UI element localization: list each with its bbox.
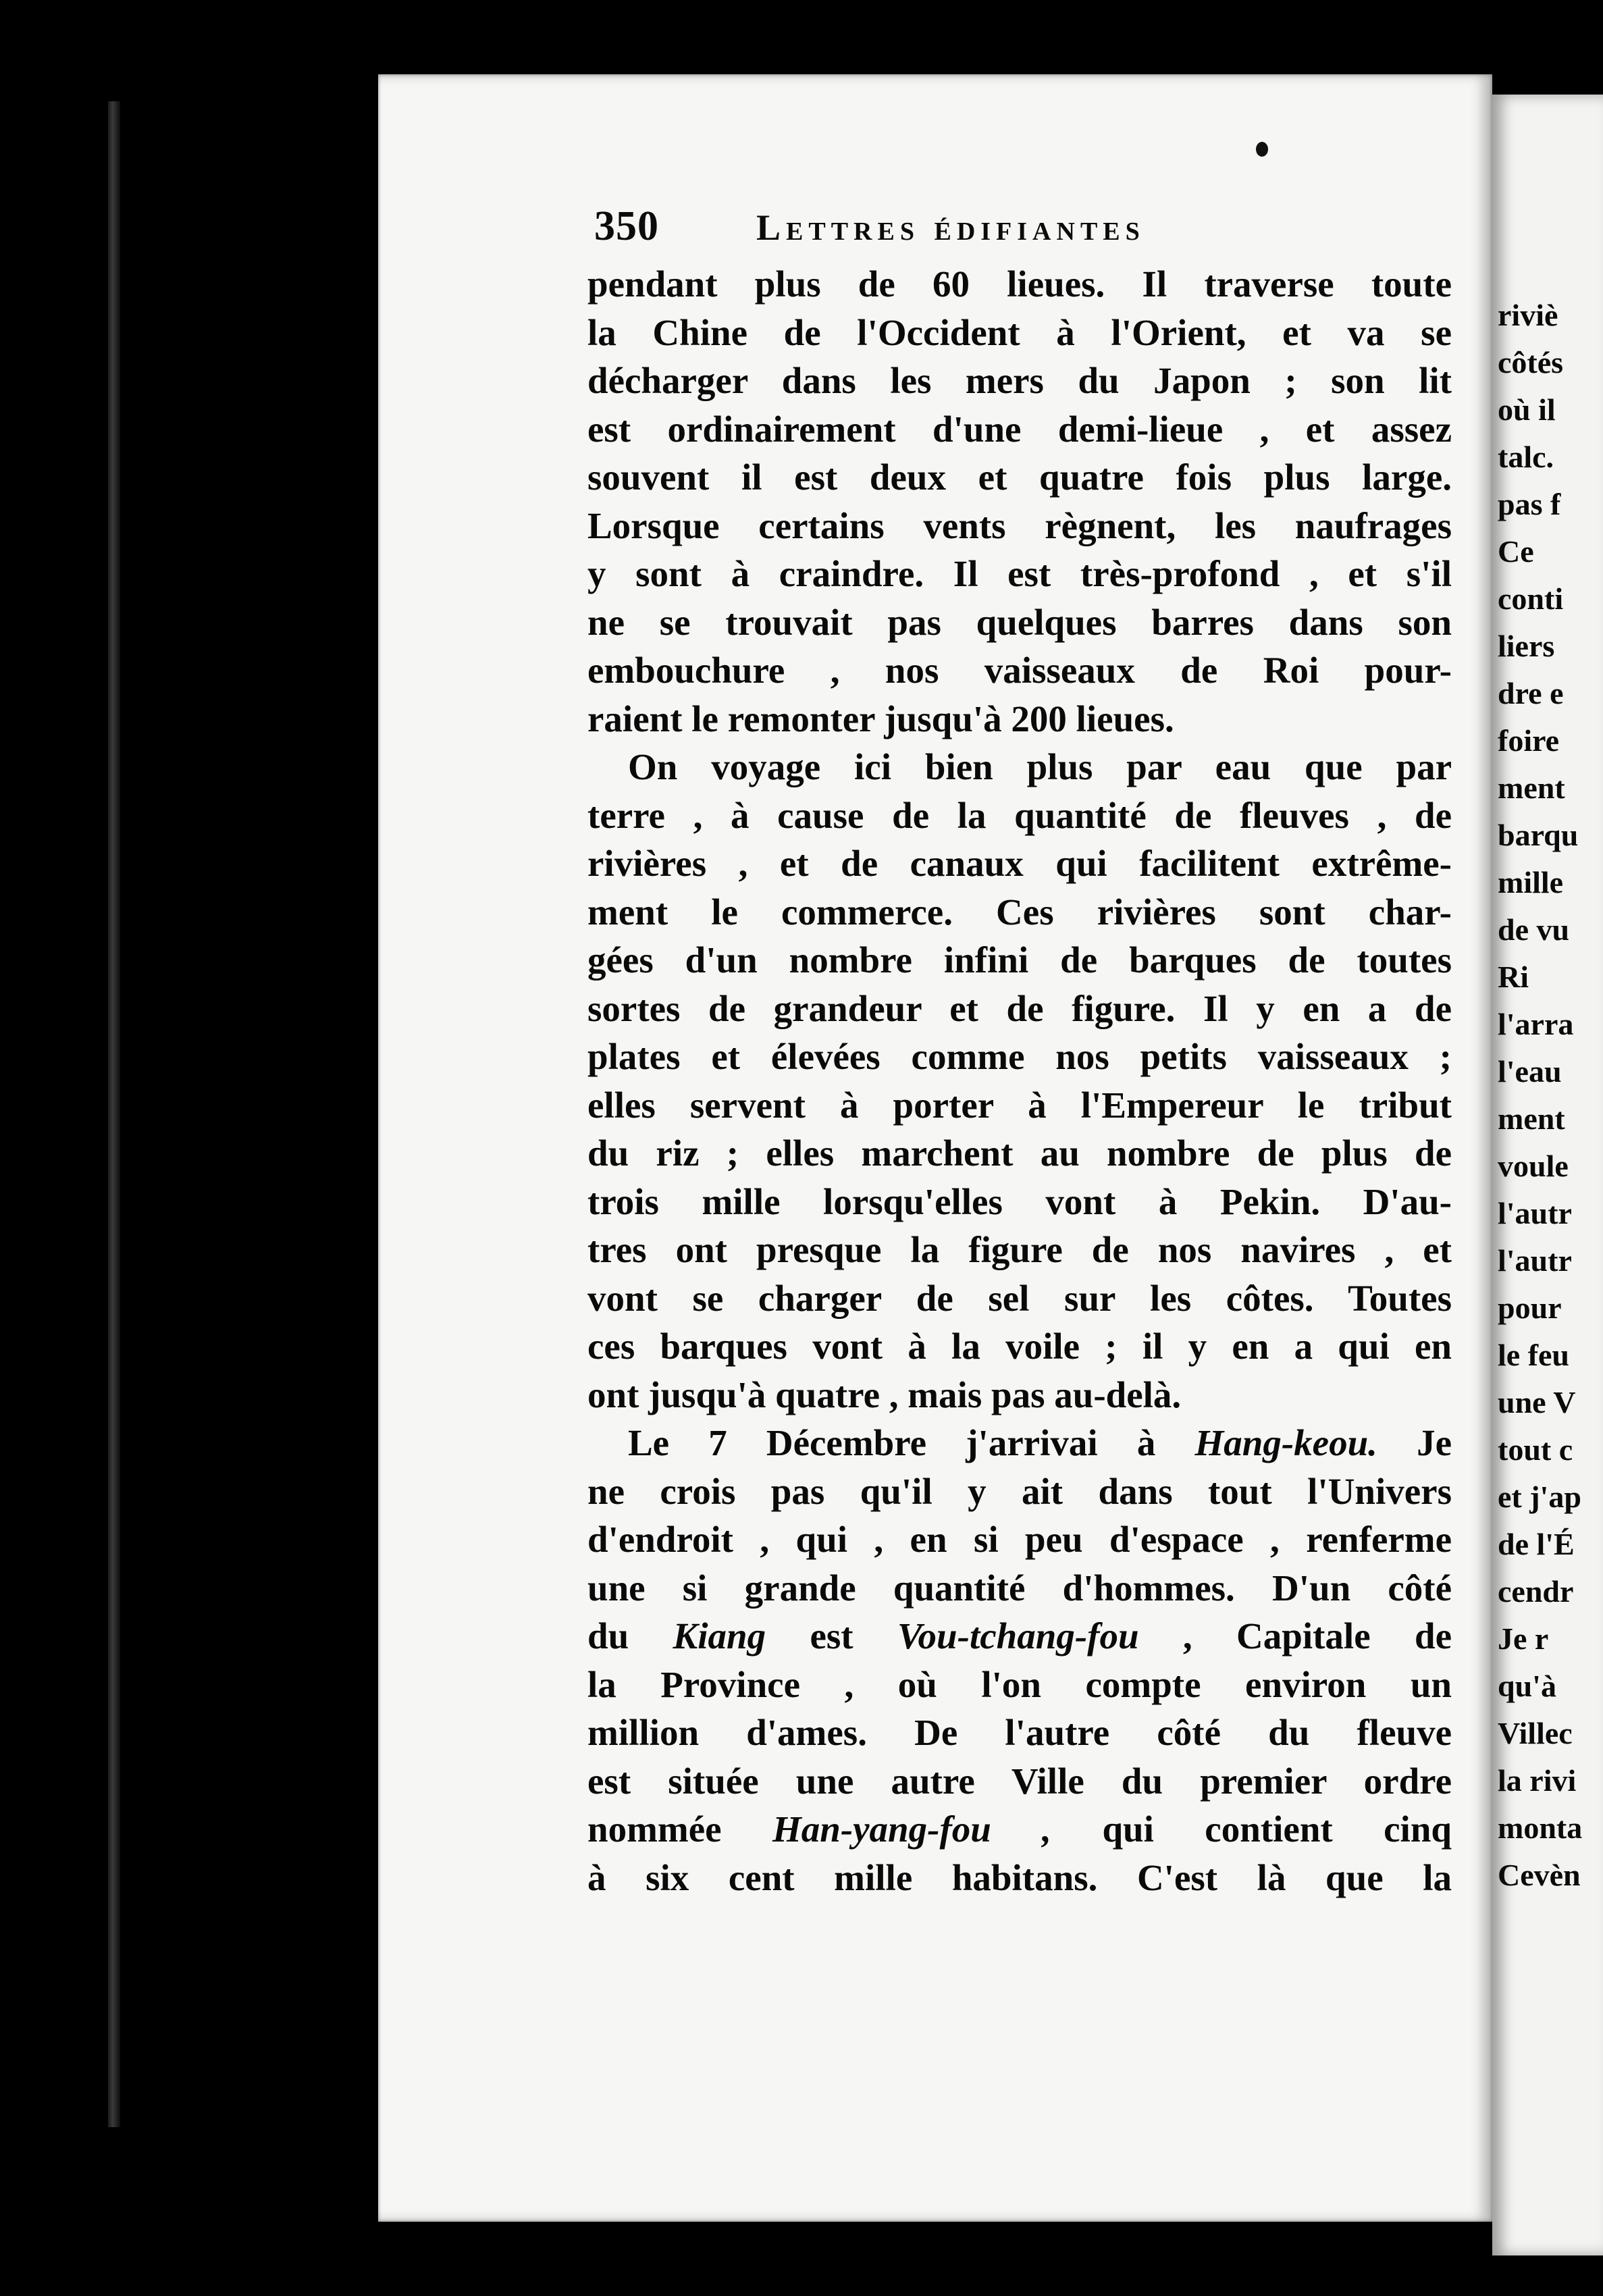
right-page-line: dre e: [1498, 676, 1564, 710]
right-page-line: côtés: [1498, 345, 1564, 380]
text-fragment: nommée: [587, 1808, 772, 1850]
text-line: ment le commerce. Ces rivières sont char-: [587, 891, 1452, 933]
right-page-line: pas f: [1498, 487, 1561, 521]
text-line: ont jusqu'à quatre , mais pas au-delà.: [587, 1374, 1182, 1415]
place-name: Kiang: [673, 1615, 766, 1656]
right-page-line: liers: [1498, 629, 1555, 663]
right-page-line: Ri: [1498, 960, 1529, 994]
text-line: ces barques vont à la voile ; il y en a qui en: [587, 1326, 1452, 1367]
text-line: ne se trouvait pas quelques barres dans son: [587, 601, 1452, 643]
text-line: terre , à cause de la quantité de fleuves , de: [587, 794, 1452, 836]
text-fragment: Je: [1377, 1422, 1452, 1463]
text-fragment: qui contient cinq: [1051, 1808, 1452, 1850]
text-line-mixed: [587, 1419, 1452, 1467]
text-line: ne crois pas qu'il y ait dans tout l'Univers: [587, 1470, 1452, 1512]
right-page-line: l'eau: [1498, 1054, 1562, 1089]
text-line: une si grande quantité d'hommes. D'un côté: [587, 1567, 1452, 1609]
right-page-line: cendr: [1498, 1574, 1574, 1609]
text-line: la Chine de l'Occident à l'Orient, et va se: [587, 311, 1452, 353]
text-line: décharger dans les mers du Japon ; son lit: [587, 360, 1452, 401]
book-spine-edge: [108, 101, 120, 2127]
text-fragment: Le 7 Décembre j'arrivai à: [628, 1422, 1195, 1463]
right-page-line: le feu: [1498, 1338, 1570, 1372]
running-title: Lettres édifiantes: [756, 207, 1145, 248]
right-page-line: voule: [1498, 1149, 1569, 1183]
right-page-line: l'autr: [1498, 1243, 1572, 1278]
right-page-line: l'autr: [1498, 1196, 1572, 1230]
right-page-line: Cevèn: [1498, 1858, 1581, 1892]
text-line: gées d'un nombre infini de barques de toutes: [587, 939, 1452, 981]
text-line: pendant plus de 60 lieues. Il traverse toute: [587, 263, 1452, 305]
text-fragment: est: [766, 1615, 897, 1656]
right-page-line: de vu: [1498, 912, 1570, 947]
right-page-line: la rivi: [1498, 1763, 1577, 1798]
text-fragment: du: [587, 1615, 673, 1656]
text-line: d'endroit , qui , en si peu d'espace , renferme: [587, 1519, 1452, 1560]
text-line: million d'ames. De l'autre côté du fleuve: [587, 1712, 1452, 1753]
text-line: elles servent à porter à l'Empereur le tribut: [587, 1084, 1452, 1126]
right-page-line: ment: [1498, 1101, 1565, 1136]
right-page-line: Ce: [1498, 534, 1534, 569]
text-line: est ordinairement d'une demi-lieue , et assez: [587, 408, 1452, 450]
right-page-line: monta: [1498, 1810, 1583, 1845]
page-header: [594, 203, 1533, 263]
right-page-line: foire: [1498, 723, 1560, 758]
right-page-line: conti: [1498, 581, 1564, 616]
text-line: On voyage ici bien plus par eau que par: [628, 746, 1452, 787]
right-page-line: pour: [1498, 1290, 1562, 1325]
text-line: plates et élevées comme nos petits vaisseaux ;: [587, 1036, 1452, 1077]
right-page-line: ment: [1498, 771, 1565, 805]
text-line-mixed: [587, 1805, 1452, 1854]
right-page-line: et j'ap: [1498, 1480, 1581, 1514]
text-line: sortes de grandeur et de figure. Il y en a de: [587, 987, 1452, 1029]
right-page-line: talc.: [1498, 440, 1554, 474]
text-line: à six cent mille habitans. C'est là que la: [587, 1856, 1452, 1898]
right-page-line: barqu: [1498, 818, 1579, 852]
text-line-mixed: [587, 1612, 1452, 1661]
right-page-line: mille: [1498, 865, 1564, 899]
text-line: trois mille lorsqu'elles vont à Pekin. D'au-: [587, 1180, 1452, 1222]
page-number: 350: [594, 203, 659, 249]
right-page-line: riviè: [1498, 298, 1558, 332]
place-name: Han-yang-fou ,: [772, 1808, 1052, 1850]
text-line: est située une autre Ville du premier ordre: [587, 1760, 1452, 1802]
place-name: Hang-keou.: [1194, 1422, 1377, 1463]
text-line: y sont à craindre. Il est très-profond , et s'il: [587, 553, 1452, 594]
text-line: la Province , où l'on compte environ un: [587, 1663, 1452, 1705]
body-text: [587, 260, 1452, 1902]
text-line: embouchure , nos vaisseaux de Roi pour-: [587, 650, 1452, 691]
text-line: Lorsque certains vents règnent, les naufrages: [587, 504, 1452, 546]
text-line: raient le remonter jusqu'à 200 lieues.: [587, 698, 1174, 739]
text-line: vont se charger de sel sur les côtes. Toutes: [587, 1277, 1452, 1319]
right-page-line: où il: [1498, 392, 1556, 427]
text-line: tres ont presque la figure de nos navires , et: [587, 1229, 1452, 1270]
left-page: [378, 74, 1492, 2222]
right-page-line: qu'à: [1498, 1669, 1556, 1703]
right-page-line: tout c: [1498, 1432, 1573, 1467]
right-page-line: l'arra: [1498, 1007, 1574, 1041]
ink-speck: [1256, 142, 1268, 157]
text-line: rivières , et de canaux qui facilitent extrême-: [587, 843, 1452, 884]
text-line: souvent il est deux et quatre fois plus large.: [587, 456, 1452, 498]
right-page-line: une V: [1498, 1385, 1576, 1419]
right-page-line: de l'É: [1498, 1527, 1575, 1561]
right-page-line: Villec: [1498, 1716, 1573, 1750]
right-page-line: Je r: [1498, 1621, 1549, 1656]
text-line: du riz ; elles marchent au nombre de plus de: [587, 1132, 1452, 1174]
right-page-fragment: [1492, 95, 1603, 2255]
text-fragment: , Capitale de: [1138, 1615, 1452, 1656]
place-name: Vou-tchang-fou: [897, 1615, 1139, 1656]
